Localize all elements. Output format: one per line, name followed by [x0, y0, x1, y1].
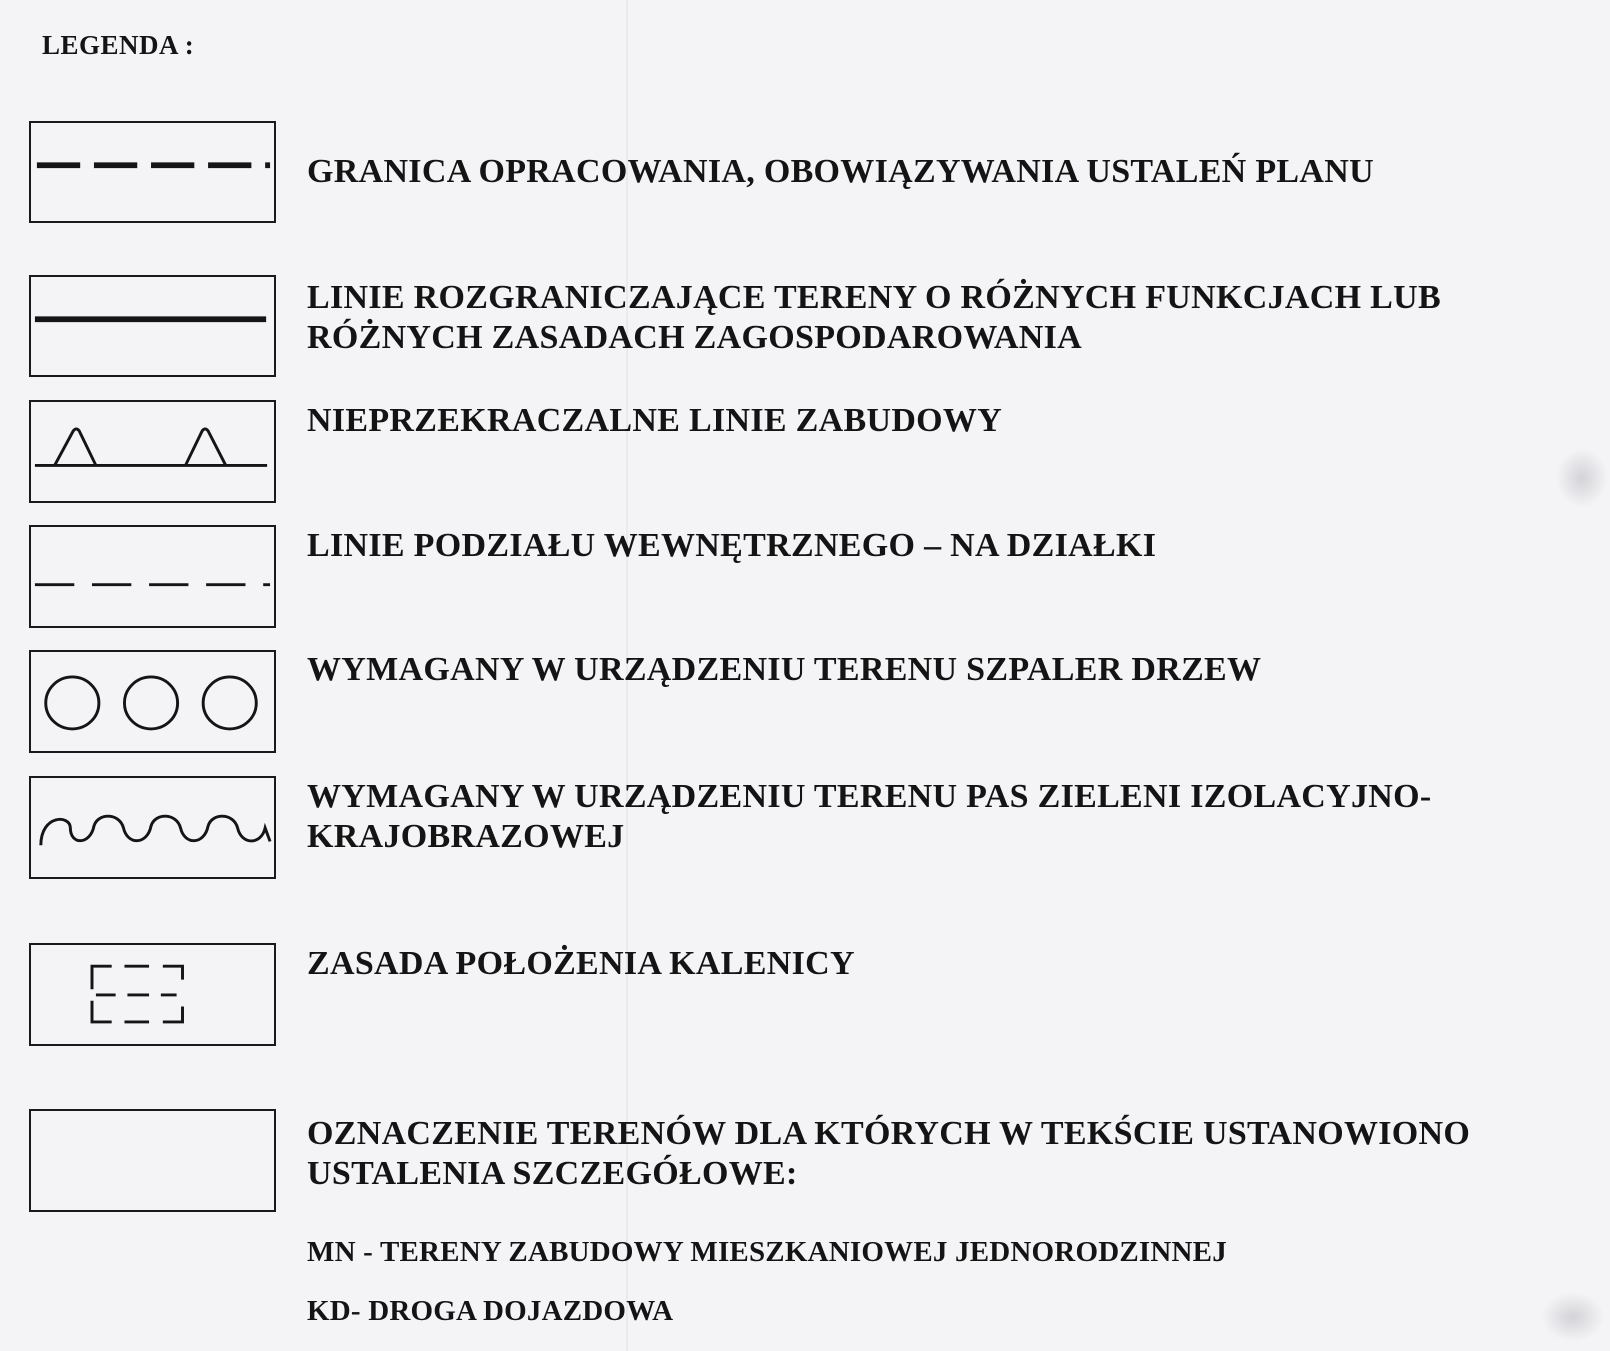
code-row-mn	[307, 1236, 1227, 1269]
code-kd: KD-	[307, 1295, 361, 1327]
legend-label-detailed-areas-line1: OZNACZENIE TERENÓW DLA KTÓRYCH W TEKŚCIE USTANOWIONO	[307, 1115, 1471, 1152]
ridge-brackets-icon	[31, 945, 274, 1044]
code-mn: MN -	[307, 1236, 380, 1268]
three-circles-icon	[31, 652, 274, 751]
legend-label-internal-division: LINIE PODZIAŁU WEWNĘTRZNEGO – NA DZIAŁKI	[307, 527, 1157, 564]
solid-thick-line-icon	[31, 277, 274, 375]
empty-box-icon	[31, 1111, 274, 1210]
scan-smudge-top	[1556, 448, 1608, 508]
dashed-thin-line-icon	[31, 527, 274, 626]
symbol-internal-division	[29, 525, 276, 628]
code-mn-description: TERENY ZABUDOWY MIESZKANIOWEJ JEDNORODZINNEJ	[379, 1236, 1227, 1268]
legend-label-tree-row: WYMAGANY W URZĄDZENIU TERENU SZPALER DRZEW	[307, 651, 1262, 688]
legend-label-green-belt-line2: KRAJOBRAZOWEJ	[307, 818, 625, 855]
legend-label-building-lines: NIEPRZEKRACZALNE LINIE ZABUDOWY	[307, 402, 1003, 439]
code-row-kd	[307, 1295, 673, 1328]
scan-smudge-bottom	[1541, 1292, 1605, 1342]
legend-label-demarcation-line1: LINIE ROZGRANICZAJĄCE TERENY O RÓŻNYCH FUNKCJACH LUB	[307, 279, 1441, 316]
legend-label-green-belt-line1: WYMAGANY W URZĄDZENIU TERENU PAS ZIELENI IZOLACYJNO-	[307, 778, 1432, 815]
wavy-line-icon	[31, 778, 274, 877]
legend-label-plan-boundary: GRANICA OPRACOWANIA, OBOWIĄZYWANIA USTALEŃ PLANU	[307, 153, 1374, 190]
symbol-ridge-position	[29, 943, 276, 1046]
legend-label-detailed-areas-line2: USTALENIA SZCZEGÓŁOWE:	[307, 1155, 798, 1192]
code-kd-description: DROGA DOJAZDOWA	[360, 1295, 674, 1327]
symbol-green-belt	[29, 776, 276, 879]
symbol-detailed-areas	[29, 1109, 276, 1212]
symbol-building-lines	[29, 400, 276, 503]
line-with-triangles-icon	[31, 402, 274, 501]
legend-title: LEGENDA :	[42, 30, 195, 60]
symbol-demarcation-lines	[29, 275, 276, 377]
legend-label-ridge-position: ZASADA POŁOŻENIA KALENICY	[307, 945, 855, 982]
legend-label-demarcation-line2: RÓŻNYCH ZASADACH ZAGOSPODAROWANIA	[307, 319, 1082, 356]
symbol-tree-row	[29, 650, 276, 753]
symbol-plan-boundary	[29, 121, 276, 223]
dashed-thick-line-icon	[31, 123, 274, 221]
